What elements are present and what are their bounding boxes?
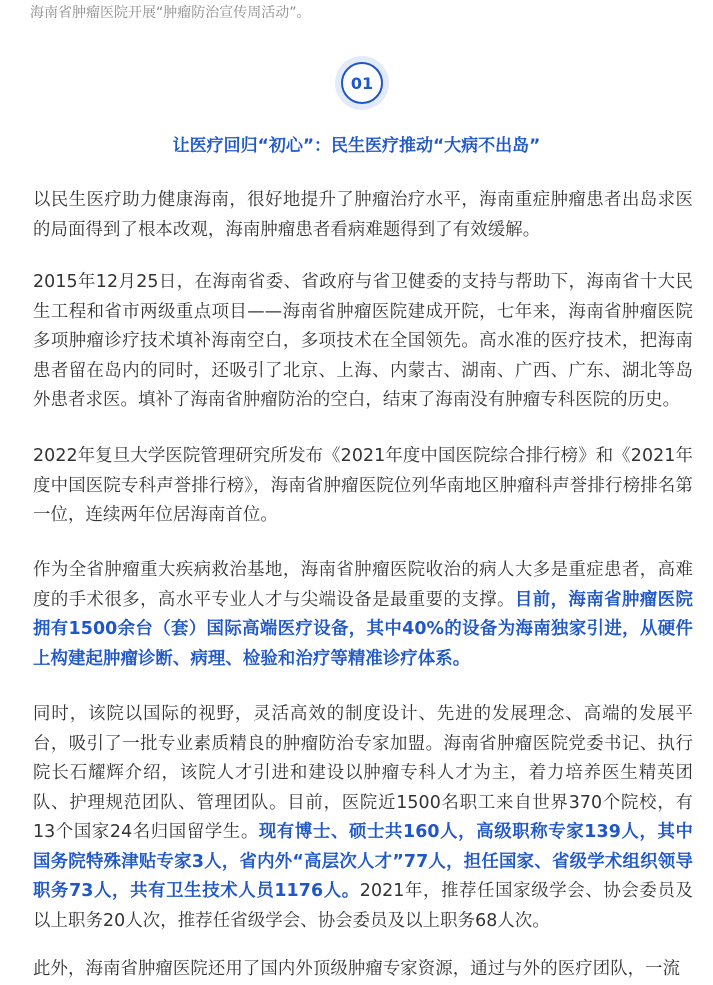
- section-number: 01: [341, 62, 383, 104]
- paragraph-text-after: 2021年，推荐任国家级学会、协会委员及以上职务20人次，推荐任省级学会、协会委员及以上职务68人次。: [33, 881, 693, 931]
- paragraph: [33, 186, 693, 245]
- paragraph: [33, 955, 693, 985]
- highlighted-text: 现有博士、硕士共160人，高级职称专家139人，其中国务院特殊津贴专家3人，省内外“高层次人才”77人，担任国家、省级学术组织领导职务73人，共有卫生技术人员1176人。: [33, 822, 693, 901]
- paragraph-text: 此外，海南省肿瘤医院还用了国内外顶级肿瘤专家资源，通过与外的医疗团队，一流: [33, 959, 681, 979]
- paragraph-text: 同时，该院以国际的视野，灵活高效的制度设计、先进的发展理念、高端的发展平台，吸引了一批专业素质精良的肿瘤防治专家加盟。海南省肿瘤医院党委书记、执行院长石耀辉介绍，该院人才引进和建设以肿瘤专科人才为主，着力培养医生精英团队、护理规范团队、管理团队。目前，医院近1500名职工来自世界370个院校，有13个国家24名归国留学生。: [33, 704, 693, 842]
- paragraph-text: 作为全省肿瘤重大疾病救治基地，海南省肿瘤医院收治的病人大多是重症患者，高难度的手术很多，高水平专业人才与尖端设备是最重要的支撑。: [33, 560, 693, 610]
- section-title: 让医疗回归“初心”：民生医疗推动“大病不出岛”: [172, 136, 541, 156]
- paragraph: [33, 268, 693, 416]
- paragraph-text: 2015年12月25日，在海南省委、省政府与省卫健委的支持与帮助下，海南省十大民生工程和省市两级重点项目——海南省肿瘤医院建成开院，七年来，海南省肿瘤医院多项肿瘤诊疗技术填补海南空白，多项技术在全国领先。高水准的医疗技术，把海南患者留在岛内的同时，还吸引了北京、上海、内蒙古、湖南、广西、广东、湖北等岛外患者求医。填补了海南省肿瘤防治的空白，结束了海南没有肿瘤专科医院的历史。: [33, 272, 693, 410]
- section-number-badge: [335, 56, 389, 110]
- highlighted-text: 目前，海南省肿瘤医院拥有1500余台（套）国际高端医疗设备，其中40%的设备为海南独家引进，从硬件上构建起肿瘤诊断、病理、检验和治疗等精准诊疗体系。: [33, 589, 693, 669]
- image-caption: 海南省肿瘤医院开展“肿瘤防治宣传周活动”。: [30, 5, 311, 21]
- paragraph: [33, 700, 693, 936]
- paragraph: [33, 556, 693, 674]
- paragraph-text: 以民生医疗助力健康海南，很好地提升了肿瘤治疗水平，海南重症肿瘤患者出岛求医的局面得到了根本改观，海南肿瘤患者看病难题得到了有效缓解。: [33, 190, 693, 240]
- paragraph: [33, 442, 693, 531]
- paragraph-text: 2022年复旦大学医院管理研究所发布《2021年度中国医院综合排行榜》和《2021年度中国医院专科声誉排行榜》，海南省肿瘤医院位列华南地区肿瘤科声誉排行榜排名第一位，连续两年位居海南首位。: [33, 446, 693, 525]
